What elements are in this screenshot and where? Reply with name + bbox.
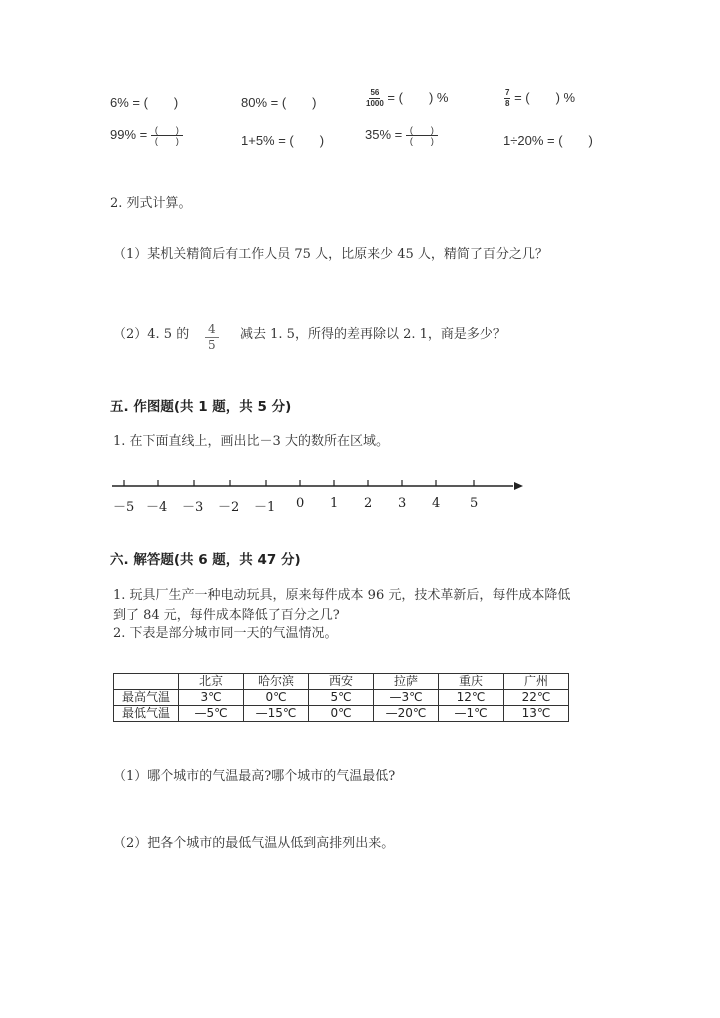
table-cell: —15℃ — [244, 706, 309, 722]
number-line-label: 3 — [398, 496, 407, 511]
table-row — [114, 690, 569, 706]
exercise-99-percent — [110, 125, 183, 146]
table-header-cell: 广州 — [504, 674, 569, 690]
blank-denominator: ( ) — [154, 136, 179, 146]
exercise-6-percent: 6% = ( ) — [110, 95, 179, 110]
number-line-label: －4 — [146, 500, 168, 515]
table-cell: —1℃ — [439, 706, 504, 722]
exercise-35-percent — [365, 125, 438, 146]
section-6-question-1-line-1: 1. 玩具厂生产一种电动玩具，原来每件成本 96 元，技术革新后，每件成本降低 — [113, 588, 571, 603]
table-cell: —20℃ — [374, 706, 439, 722]
fraction-numerator: 7 — [505, 88, 510, 98]
section-6-question-2: 2. 下表是部分城市同一天的气温情况。 — [113, 626, 338, 641]
section-6-question-1-line-2: 到了 84 元，每件成本降低了百分之几? — [113, 608, 340, 623]
table-row — [114, 706, 569, 722]
exercise-prefix: 35% = — [365, 126, 403, 142]
section-5-question-1: 1. 在下面直线上，画出比－3 大的数所在区域。 — [113, 434, 389, 449]
blank-fraction — [151, 125, 183, 146]
number-line-label: －1 — [254, 500, 276, 515]
number-line-label: 5 — [470, 496, 479, 511]
blank-numerator: ( ) — [151, 125, 183, 136]
table-header-cell — [114, 674, 179, 690]
number-line — [110, 478, 525, 494]
table-cell: 5℃ — [309, 690, 374, 706]
exercise-prefix: 99% = — [110, 126, 148, 142]
fraction-denominator: 1000 — [366, 99, 384, 109]
table-header-cell: 西安 — [309, 674, 374, 690]
fraction-denominator: 5 — [208, 338, 216, 352]
exercise-7-over-8 — [504, 87, 575, 109]
section-6-title: 六. 解答题(共 6 题，共 47 分) — [110, 552, 301, 568]
temperature-table — [113, 673, 569, 722]
question-2-title: 2. 列式计算。 — [110, 196, 192, 211]
table-header-row — [114, 674, 569, 690]
table-cell: 3℃ — [179, 690, 244, 706]
number-line-label: 0 — [296, 496, 305, 511]
table-cell: 12℃ — [439, 690, 504, 706]
table-question-1: （1）哪个城市的气温最高?哪个城市的气温最低? — [113, 769, 396, 784]
table-header-cell: 拉萨 — [374, 674, 439, 690]
table-header-cell: 哈尔滨 — [244, 674, 309, 690]
exercise-1-div-20-percent: 1÷20% = ( ) — [503, 133, 593, 148]
number-line-label: －3 — [182, 500, 204, 515]
table-cell: 0℃ — [244, 690, 309, 706]
exercise-80-percent: 80% = ( ) — [241, 95, 317, 110]
blank-denominator: ( ) — [409, 136, 434, 146]
blank-fraction — [406, 125, 438, 146]
fraction-4-5 — [205, 322, 219, 353]
table-row-label: 最高气温 — [114, 690, 179, 706]
table-question-2: （2）把各个城市的最低气温从低到高排列出来。 — [113, 836, 395, 851]
fraction-numerator: 4 — [205, 322, 219, 338]
number-line-label: 2 — [364, 496, 373, 511]
fraction-denominator: 8 — [505, 99, 510, 109]
table-cell: 0℃ — [309, 706, 374, 722]
table-cell: —5℃ — [179, 706, 244, 722]
fraction-56-1000 — [366, 88, 384, 109]
section-5-title: 五. 作图题(共 1 题，共 5 分) — [110, 399, 292, 415]
question-2-2-prefix: （2）4. 5 的 — [113, 327, 190, 342]
table-row-label: 最低气温 — [114, 706, 179, 722]
question-2-1: （1）某机关精简后有工作人员 75 人，比原来少 45 人，精简了百分之几？ — [113, 247, 548, 262]
table-cell: —3℃ — [374, 690, 439, 706]
question-2-2-suffix: 减去 1. 5，所得的差再除以 2. 1，商是多少？ — [240, 327, 506, 342]
blank-numerator: ( ) — [406, 125, 438, 136]
question-2-2-fraction — [205, 318, 219, 353]
number-line-label: －5 — [113, 500, 135, 515]
table-header-cell: 北京 — [179, 674, 244, 690]
number-line-label: 4 — [432, 496, 441, 511]
exercise-56-over-1000 — [366, 87, 448, 109]
exercise-rest: = ( ) % — [510, 90, 576, 105]
table-cell: 22℃ — [504, 690, 569, 706]
table-header-cell: 重庆 — [439, 674, 504, 690]
exercise-rest: = ( ) % — [383, 90, 449, 105]
arrow-right-icon — [514, 482, 523, 490]
exercise-1-plus-5-percent: 1+5% = ( ) — [241, 133, 325, 148]
number-line-label: 1 — [330, 496, 339, 511]
number-line-label: －2 — [218, 500, 240, 515]
fraction-numerator: 56 — [370, 88, 380, 98]
table-cell: 13℃ — [504, 706, 569, 722]
